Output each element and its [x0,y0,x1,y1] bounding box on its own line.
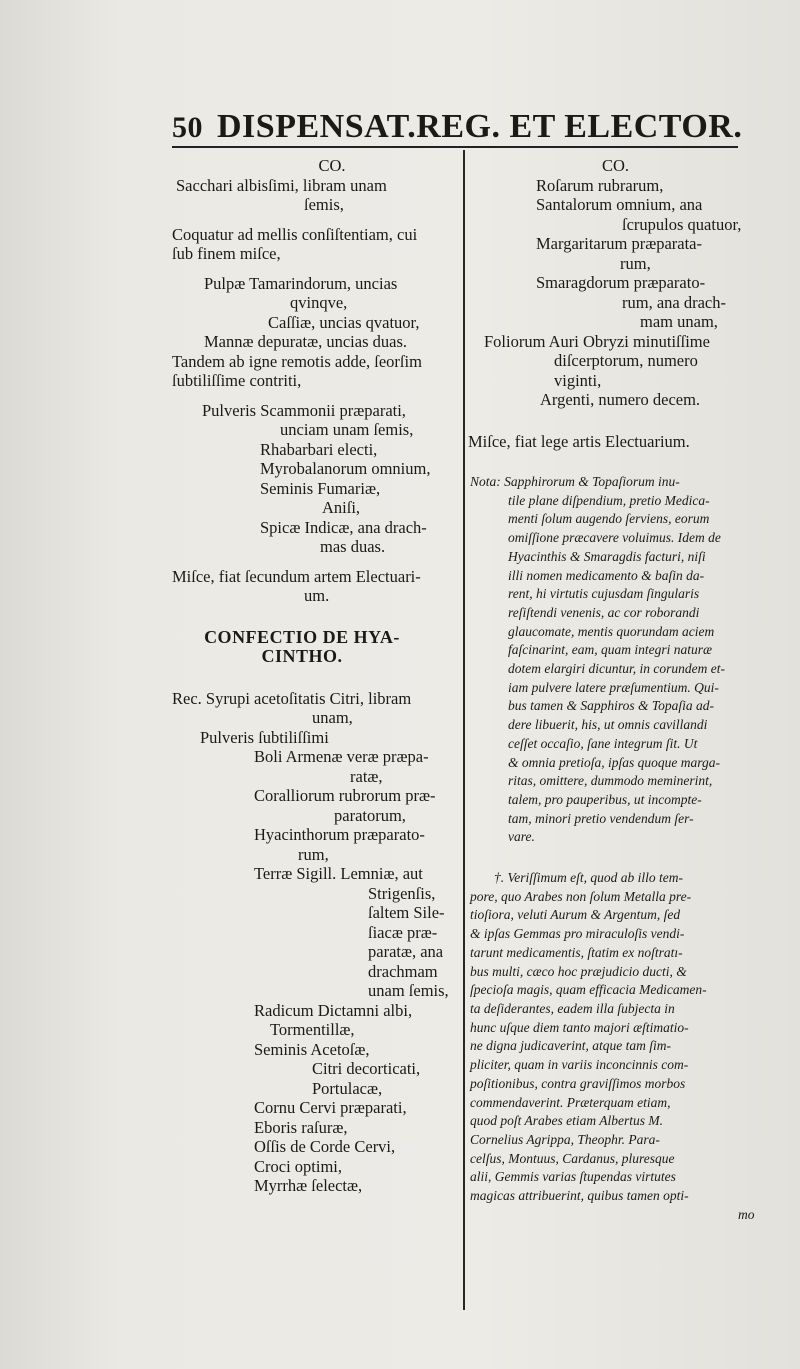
text-line: Pulveris Scammonii præparati, [202,400,406,420]
dagger-note-line: ne digna judicaverint, atque tam ſim- [470,1038,671,1054]
dagger-note-line: poſitionibus, contra graviſſimos morbos [470,1075,686,1091]
note-line: Hyacinthis & Smaragdis facturi, niſi [508,548,706,564]
text-line: um. [304,586,330,605]
text-line: Terræ Sigill. Lemniæ, aut [254,864,423,883]
continuation-label: CO. [318,156,346,175]
note-line: tam, minori pretio vendendum ſer- [508,810,694,826]
text-line: mam unam, [640,312,718,331]
text-line: Portulacæ, [312,1078,383,1098]
text-line: Seminis Acetoſæ, [254,1039,370,1059]
column-divider [463,150,465,1310]
continuation-label: CO. [602,156,630,175]
note-line: glaucomate, mentis quorundam aciem [508,623,715,639]
text-line: Hyacinthorum præparato- [254,825,425,844]
running-title: DISPENSAT.REG. ET ELECTOR. [217,108,743,145]
text-line: Myrrhæ ſelectæ, [254,1176,363,1195]
note-line: omiſſione præcavere voluimus. Idem de [508,530,721,546]
text-line: ſub finem miſce, [172,244,281,263]
note-line: vare. [508,829,535,845]
note-line: dere libuerit, his, ut omnis cavillandi [508,717,708,733]
text-line: ſaltem Sile- [368,903,445,922]
text-line: Smaragdorum præparato- [536,273,706,292]
text-line: rum, ana drach- [622,292,726,312]
text-line: Myrobalanorum omnium, [260,459,431,478]
text-line: Pulveris ſubtiliſſimi [200,727,329,747]
dagger-note-line: bus multi, cæco hoc præjudicio ducti, & [470,963,687,979]
note-line: illi nomen medicamento & baſin da- [508,567,705,583]
text-line: Spicæ Indicæ, ana drach- [260,517,427,537]
dagger-note-line: ſpecioſa magis, quam efficacia Medicamen- [470,982,707,998]
text-line: Caſſiæ, uncias qvatuor, [268,312,420,332]
text-line: Strigenſis, [368,883,436,903]
text-line: Miſce, fiat ſecundum artem Electuari- [172,566,421,586]
text-line: Roſarum rubrarum, [536,175,664,195]
text-line: drachmam [368,961,438,981]
note-line: ceſſet occaſio, ſane integrum ſit. Ut [508,735,698,751]
text-line: Rec. Syrupi acetoſitatis Citri, libram [172,688,412,708]
text-line: Aniſi, [322,498,361,517]
text-line: paratorum, [334,805,406,825]
text-line: Foliorum Auri Obryzi minutiſſime [484,331,710,351]
dagger-note-line: mo [738,1206,755,1222]
text-line: Oſſis de Corde Cervi, [254,1137,396,1156]
note-line: iam pulvere latere præſumentium. Qui- [508,679,719,695]
recipe-title: CINTHO. [261,646,343,666]
text-line: mas duas. [320,537,386,556]
dagger-note-line: ta deſiderantes, eadem illa ſubjecta in [470,1000,675,1016]
dagger-note-line: magicas attribuerint, quibus tamen opti- [470,1188,689,1204]
text-line: Boli Armenæ veræ præpa- [254,747,429,766]
header-rule [172,146,738,148]
dagger-note-line: pore, quo Arabes non ſolum Metalla pre- [470,888,692,904]
right-column [470,156,800,1224]
note-line: bus tamen & Sapphiros & Topaſia ad- [508,698,715,714]
text-line: Tandem ab igne remotis adde, ſeorſim [172,351,422,371]
text-line: rum, [620,253,651,273]
dagger-note-line: tioſiora, veluti Aurum & Argentum, ſed [470,907,681,923]
text-line: rum, [298,844,329,864]
left-column [172,156,462,1196]
page-number: 50 [172,111,203,144]
text-line: Radicum Dictamni albi, [254,1000,413,1020]
text-line: Sacchari albisſimi, libram unam [176,175,387,195]
note-line: dotem elargiri dicuntur, in corundem et- [508,661,725,677]
dagger-note-line: quod poſt Arabes etiam Albertus M. [470,1113,663,1129]
text-line: ſemis, [304,195,344,214]
text-line: Pulpæ Tamarindorum, uncias [204,273,398,293]
note-line: & omnia pretioſa, ipſas quoque marga- [508,754,720,770]
note-line: reſiſtendi venenis, ac cor roborandi [508,604,700,620]
note-line: Nota: Sapphirorum & Topaſiorum inu- [470,474,680,489]
note-line: tile plane diſpendium, pretio Medica- [508,492,710,508]
dagger-note-line: tarunt medicamentis, ſtatim ex noſtratı- [470,944,683,960]
text-line: unam ſemis, [368,981,449,1000]
dagger-note-line: celſus, Montuus, Cardanus, pluresque [470,1150,675,1166]
text-line: unciam unam ſemis, [280,420,414,439]
note-line: ritas, omittere, dummodo meminerint, [508,773,713,789]
note-line: menti ſolum augendo ſerviens, eorum [508,511,710,527]
text-line: Argenti, numero decem. [540,390,701,409]
text-line: Eboris raſuræ, [254,1117,348,1137]
text-line: ſiacæ præ- [368,922,438,942]
note-line: rent, hi virtutis cujusdam ſingularis [508,586,700,602]
recipe-title: CONFECTIO DE HYA- [204,626,400,647]
text-line: Citri decorticati, [312,1059,421,1078]
text-line: paratæ, ana [368,942,444,961]
note-line: faſcinarint, eam, quam integri naturæ [508,642,712,658]
text-line: unam, [312,708,353,727]
text-line: qvinqve, [290,293,348,312]
dagger-note-line: & ipſas Gemmas pro miraculoſis vendi- [470,926,685,942]
text-line: ſubtiliſſime contriti, [172,371,302,390]
text-line: Seminis Fumariæ, [260,478,381,498]
text-line: Tormentillæ, [270,1020,355,1039]
text-line: diſcerptorum, numero [554,351,698,370]
text-line: Santalorum omnium, ana [536,195,703,214]
dagger-note-line: Cornelius Agrippa, Theophr. Para- [470,1131,660,1147]
dagger-note-line: hunc uſque diem tanto majori æſtimatio- [470,1019,689,1035]
text-line: ſcrupulos quatuor, [622,214,742,234]
text-line: Coralliorum rubrorum præ- [254,786,436,805]
dagger-note-line: pliciter, quam in variis inconcinnis com- [470,1057,689,1073]
text-line: Cornu Cervi præparati, [254,1098,407,1117]
text-line: viginti, [554,370,602,390]
text-line: Rhabarbari electi, [260,439,378,459]
text-line: Mannæ depuratæ, uncias duas. [204,332,408,351]
text-line: Croci optimi, [254,1156,342,1176]
text-line: Coquatur ad mellis conſiſtentiam, cui [172,224,418,244]
page-header [172,108,743,146]
text-line: Miſce, fiat lege artis Electuarium. [468,431,690,451]
text-line: ratæ, [350,766,383,786]
text-line: Margaritarum præparata- [536,234,702,253]
dagger-note-line: alii, Gemmis varias ſtupendas virtutes [470,1169,676,1185]
dagger-note-line: commendaverint. Præterquam etiam, [470,1094,671,1110]
note-line: talem, pro pauperibus, ut incompte- [508,791,702,807]
dagger-note-line: †. Veriſſimum eſt, quod ab illo tem- [494,870,683,886]
